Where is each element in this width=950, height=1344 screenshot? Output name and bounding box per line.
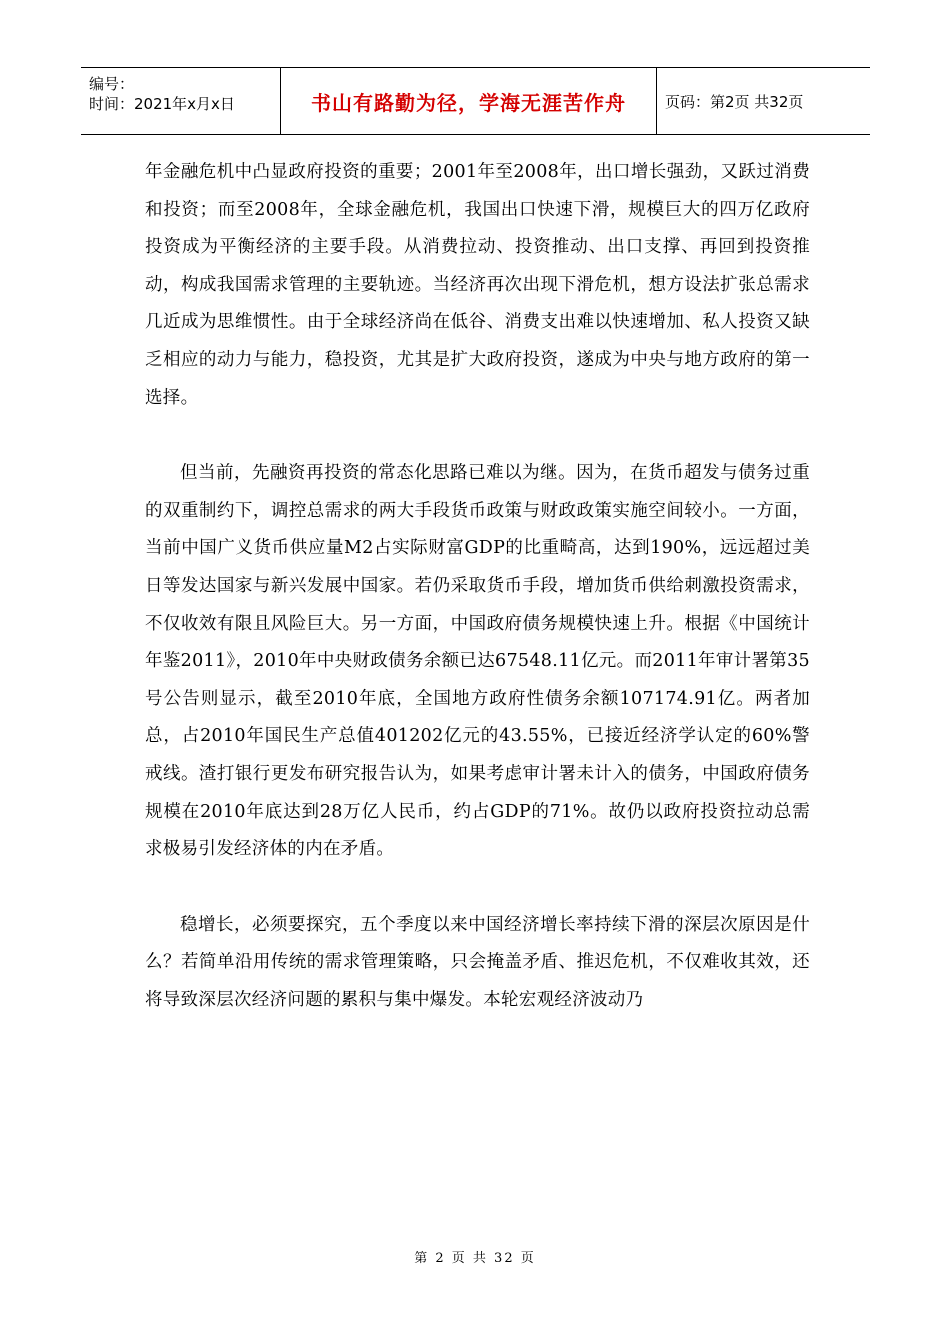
paragraph-2: 但当前，先融资再投资的常态化思路已难以为继。因为，在货币超发与债务过重的双重制约下，调控总需求的两大手段货币政策与财政政策实施空间较小。一方面，当前中国广义货币供应量M2占实际财富GDP的比重畸高，达到190%，远远超过美日等发达国家与新兴发展中国家。若仍采取货币手段，增加货币供给刺激投资需求，不仅收效有限且风险巨大。另一方面，中国政府债务规模快速上升。根据《中国统计年鉴2011》，2010年中央财政债务余额已达67548.11亿元。而2011年审计署第35号公告则显示，截至2010年底，全国地方政府性债务余额107174.91亿。两者加总，占2010年国民生产总值401202亿元的43.55%，已接近经济学认定的60%警戒线。渣打银行更发布研究报告认为，如果考虑审计署未计入的债务，中国政府债务规模在2010年底达到28万亿人民币，约占GDP的71%。故仍以政府投资拉动总需求极易引发经济体的内在矛盾。: [145, 463, 810, 860]
paragraph-1: 年金融危机中凸显政府投资的重要；2001年至2008年，出口增长强劲，又跃过消费和投资；而至2008年，全球金融危机，我国出口快速下滑，规模巨大的四万亿政府投资成为平衡经济的主要手段。从消费拉动、投资推动、出口支撑、再回到投资推动，构成我国需求管理的主要轨迹。当经济再次出现下滑危机，想方设法扩张总需求几近成为思维惯性。由于全球经济尚在低谷、消费支出难以快速增加、私人投资又缺乏相应的动力与能力，稳投资，尤其是扩大政府投资，遂成为中央与地方政府的第一选择。: [145, 162, 810, 408]
header-meta: [81, 68, 281, 134]
document-number-label: 编号：: [89, 75, 135, 93]
document-date-label: 时间：2021年x月x日: [89, 95, 235, 113]
page-header: [81, 67, 870, 135]
paragraph-spacer: [145, 417, 810, 455]
header-motto: 书山有路勤为径，学海无涯苦作舟: [281, 68, 657, 134]
paragraph-3: 稳增长，必须要探究，五个季度以来中国经济增长率持续下滑的深层次原因是什么？若简单沿用传统的需求管理策略，只会掩盖矛盾、推迟危机，不仅难收其效，还将导致深层次经济问题的累积与集中爆发。本轮宏观经济波动乃: [145, 914, 810, 1010]
header-page-info: 页码：第2页 共32页: [665, 92, 804, 111]
paragraph-spacer: [145, 869, 810, 907]
page-footer: 第 2 页 共 32 页: [414, 1251, 536, 1266]
document-body: [145, 154, 810, 1019]
